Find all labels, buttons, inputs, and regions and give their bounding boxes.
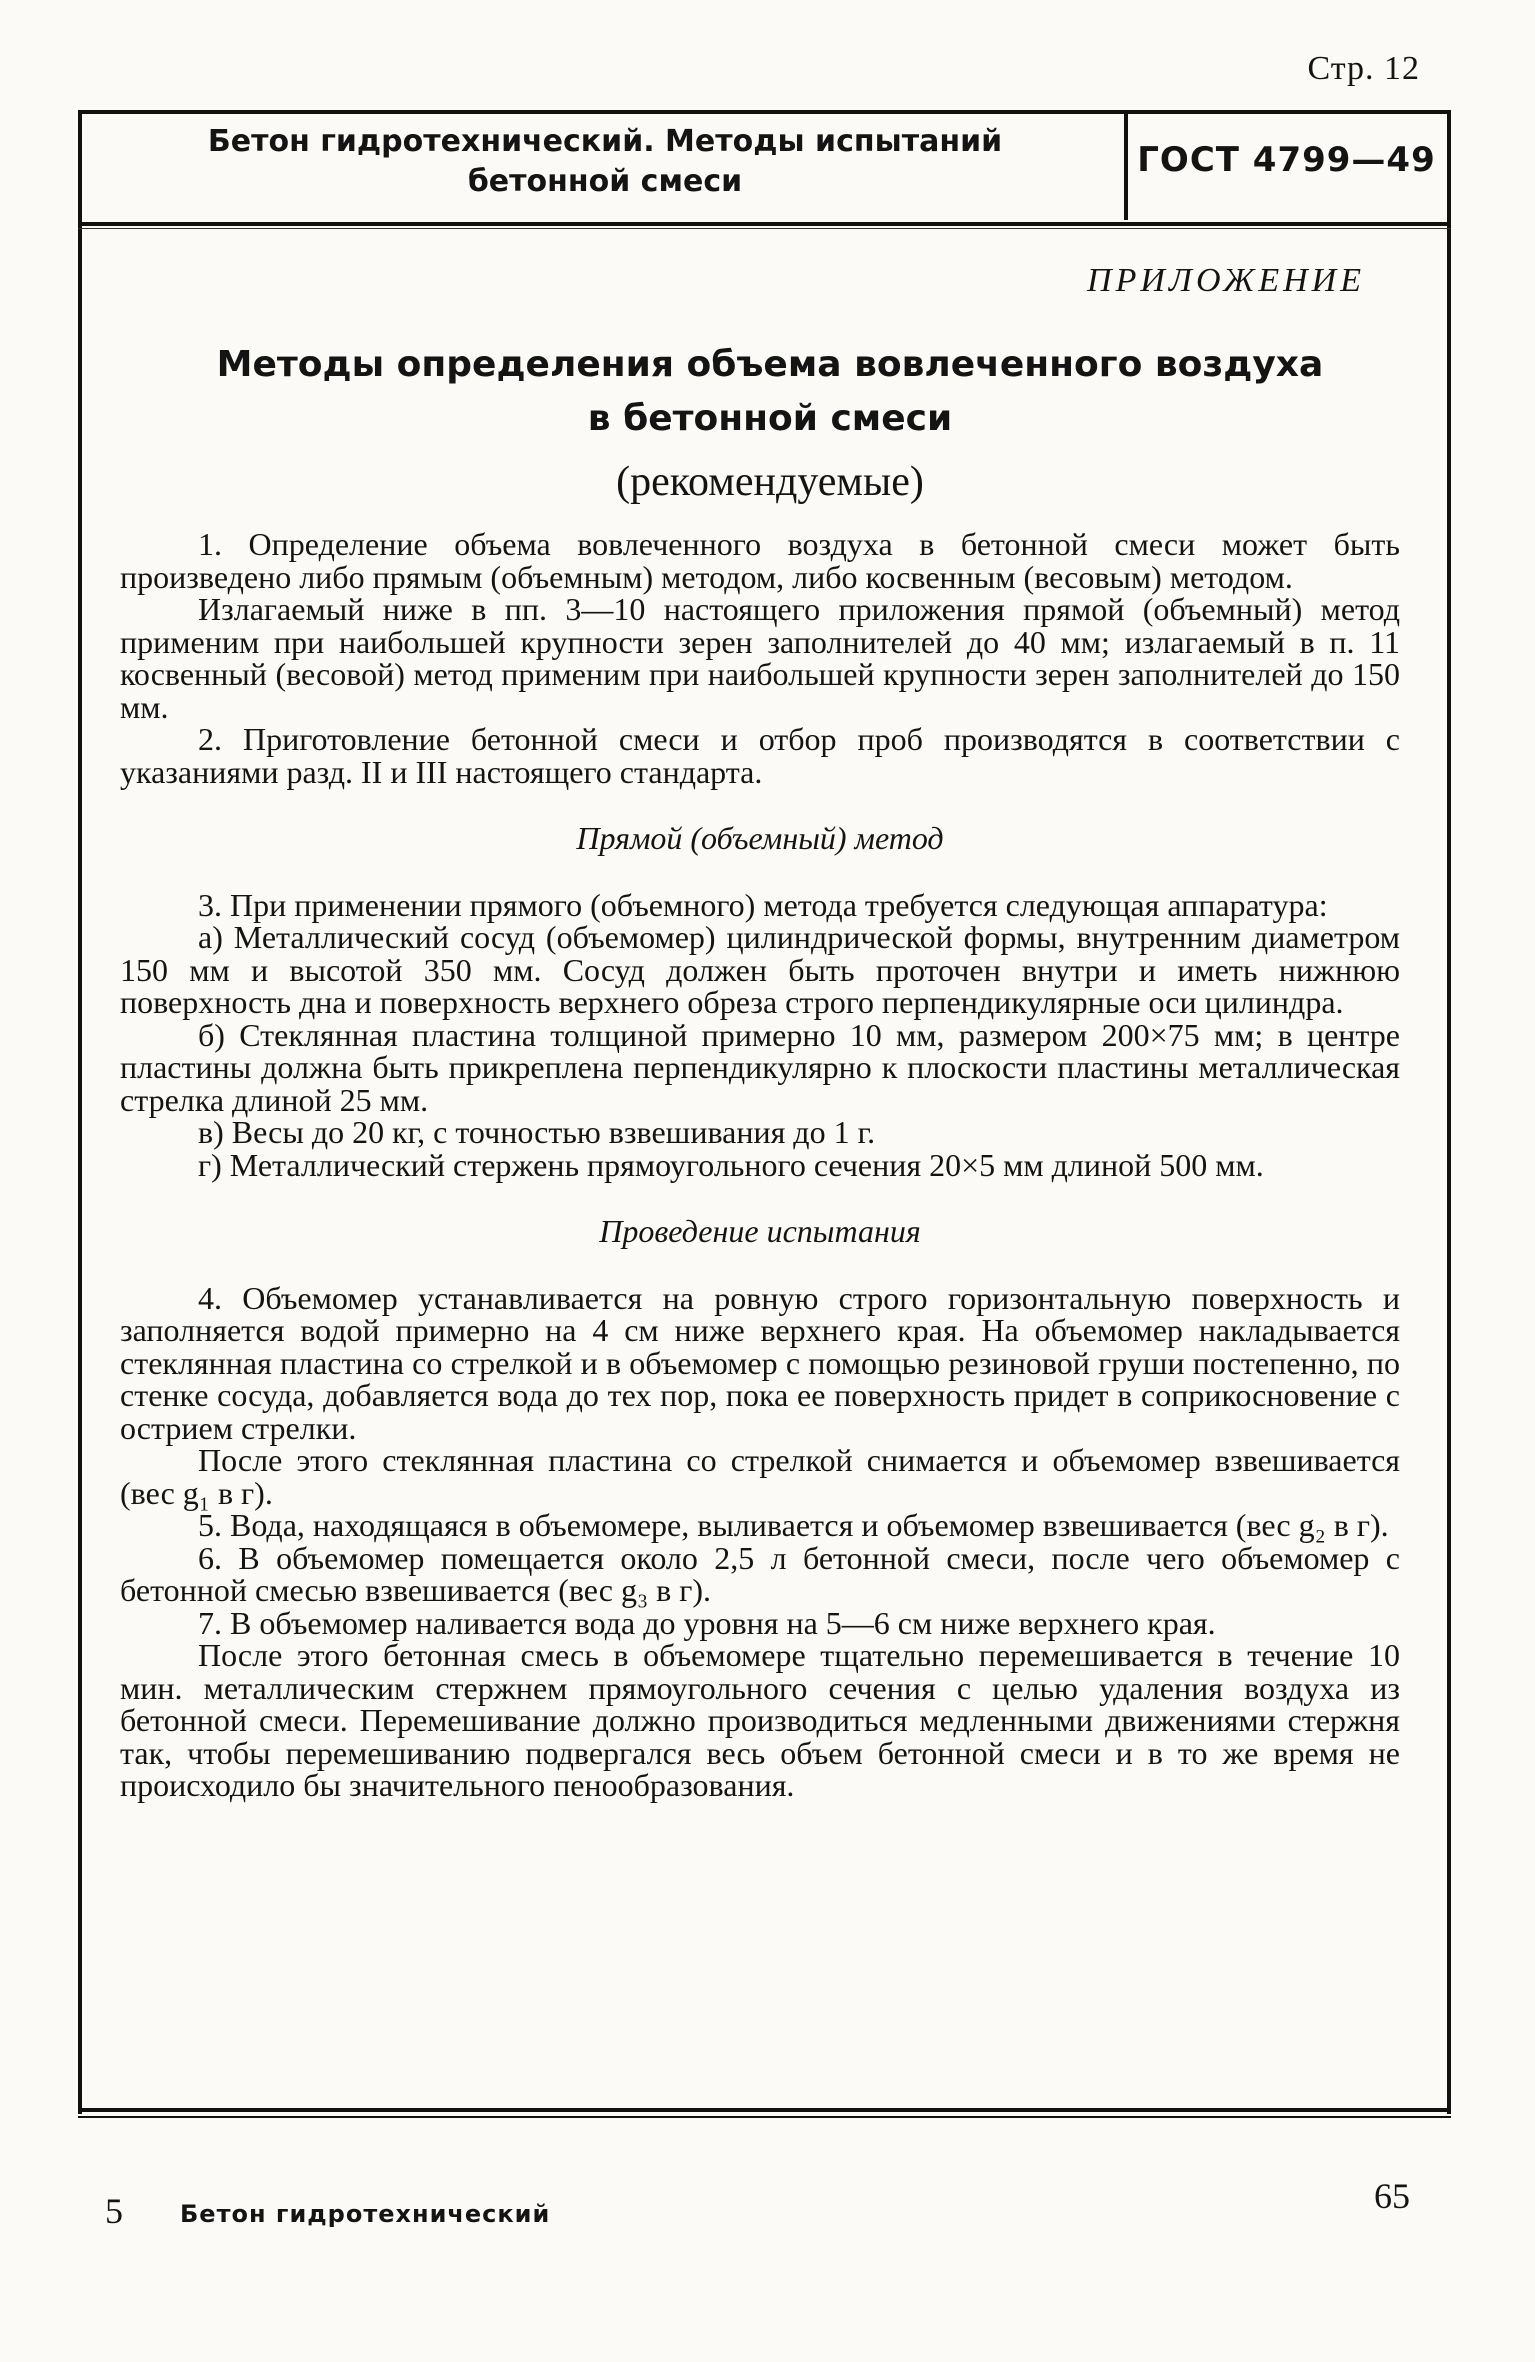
section-heading-direct-method: Прямой (объемный) метод	[576, 820, 944, 856]
paragraph-7-after: После этого бетонная смесь в объемомере тщательно перемешивается в течение 10 мин. металлическим стержнем прямоугольного сечения с целью удаления воздуха из бетонной смеси. Перемешивание должно производиться медленными движениями стержня так, чтобы перемешиванию подвергался весь объем бетонной смеси и в то же время не происходило бы значительного пенообразования.	[120, 1637, 1400, 1803]
signature-text: Бетон гидротехнический	[180, 2200, 551, 2228]
paragraph-6: 6. В объемомер помещается около 2,5 л бетонной смеси, после чего объемомер с бетонной смесью взвешивается (вес g₃ в г).	[120, 1539, 1400, 1608]
header-rule-thin	[78, 228, 1451, 229]
header-title-line1: Бетон гидротехнический. Методы испытаний	[207, 124, 1003, 159]
header-rule	[78, 222, 1451, 226]
appendix-title	[120, 338, 1420, 446]
paragraph-3a: а) Металлический сосуд (объемомер) цилиндрической формы, внутренним диаметром 150 мм и высотой 350 мм. Сосуд должен быть проточен внутри и иметь нижнюю поверхность дна и поверхность верхнего обреза строго перпендикулярные оси цилиндра.	[120, 919, 1400, 1020]
paragraph-3d: г) Металлический стержень прямоугольного сечения 20×5 мм длиной 500 мм.	[198, 1146, 1264, 1183]
page-label: Стр. 12	[1307, 50, 1420, 87]
paragraph-1: 1. Определение объема вовлеченного воздуха в бетонной смеси может быть произведено либо прямым (объемным) методом, либо косвенным (весовым) методом.	[120, 526, 1400, 595]
signature-number: 5	[105, 2191, 123, 2231]
footer-rule	[78, 2108, 1451, 2112]
paragraph-3c: в) Весы до 20 кг, с точностью взвешивания до 1 г.	[198, 1114, 876, 1150]
appendix-title-line1: Методы определения объема вовлеченного воздуха	[216, 344, 1324, 385]
paragraph-2: 2. Приготовление бетонной смеси и отбор проб производятся в соответствии с указаниями разд. II и III настоящего стандарта.	[120, 721, 1400, 790]
header-title-line2: бетонной смеси	[467, 164, 743, 199]
paragraph-1-note: Излагаемый ниже в пп. 3—10 настоящего приложения прямой (объемный) метод применим при наибольшей крупности зерен заполнителей до 40 мм; излагаемый в п. 11 косвенный (весовой) метод применим при наибольшей крупности зерен заполнителей до 150 мм.	[120, 591, 1400, 725]
appendix-subtitle: (рекомендуемые)	[616, 459, 924, 505]
paragraph-4-after: После этого стеклянная пластина со стрелкой снимается и объемомер взвешивается (вес g₁ в г).	[120, 1442, 1400, 1511]
paragraph-4: 4. Объемомер устанавливается на ровную строго горизонтальную поверхность и заполняется водой примерно на 4 см ниже верхнего края. На объемомер накладывается стеклянная пластина со стрелкой и в объемомер с помощью резиновой груши постепенно, по стенке сосуда, добавляется вода до тех пор, пока ее поверхность придет в соприкосновение с острием стрелки.	[120, 1279, 1400, 1446]
paragraph-3b: б) Стеклянная пластина толщиной примерно 10 мм, размером 200×75 мм; в центре пластины должна быть прикреплена перпендикулярно к плоскости пластины металлическая стрелка длиной 25 мм.	[120, 1016, 1400, 1118]
header-separator	[1124, 114, 1128, 220]
appendix-label: ПРИЛОЖЕНИЕ	[1087, 262, 1365, 299]
paragraph-3: 3. При применении прямого (объемного) метода требуется следующая аппаратура:	[198, 886, 1328, 923]
paragraph-7: 7. В объемомер наливается вода до уровня на 5—6 см ниже верхнего края.	[198, 1604, 1216, 1641]
header-title	[90, 122, 1120, 202]
section-heading-test-procedure: Проведение испытания	[599, 1213, 921, 1249]
page-number: 65	[1374, 2176, 1410, 2216]
document-body	[120, 528, 1400, 1802]
standard-number: ГОСТ 4799—49	[1137, 140, 1436, 180]
footer-rule-thin	[78, 2116, 1451, 2118]
appendix-title-line2: в бетонной смеси	[587, 398, 953, 439]
paragraph-5: 5. Вода, находящаяся в объемомере, выливается и объемомер взвешивается (вес g₂ в г).	[198, 1507, 1389, 1543]
